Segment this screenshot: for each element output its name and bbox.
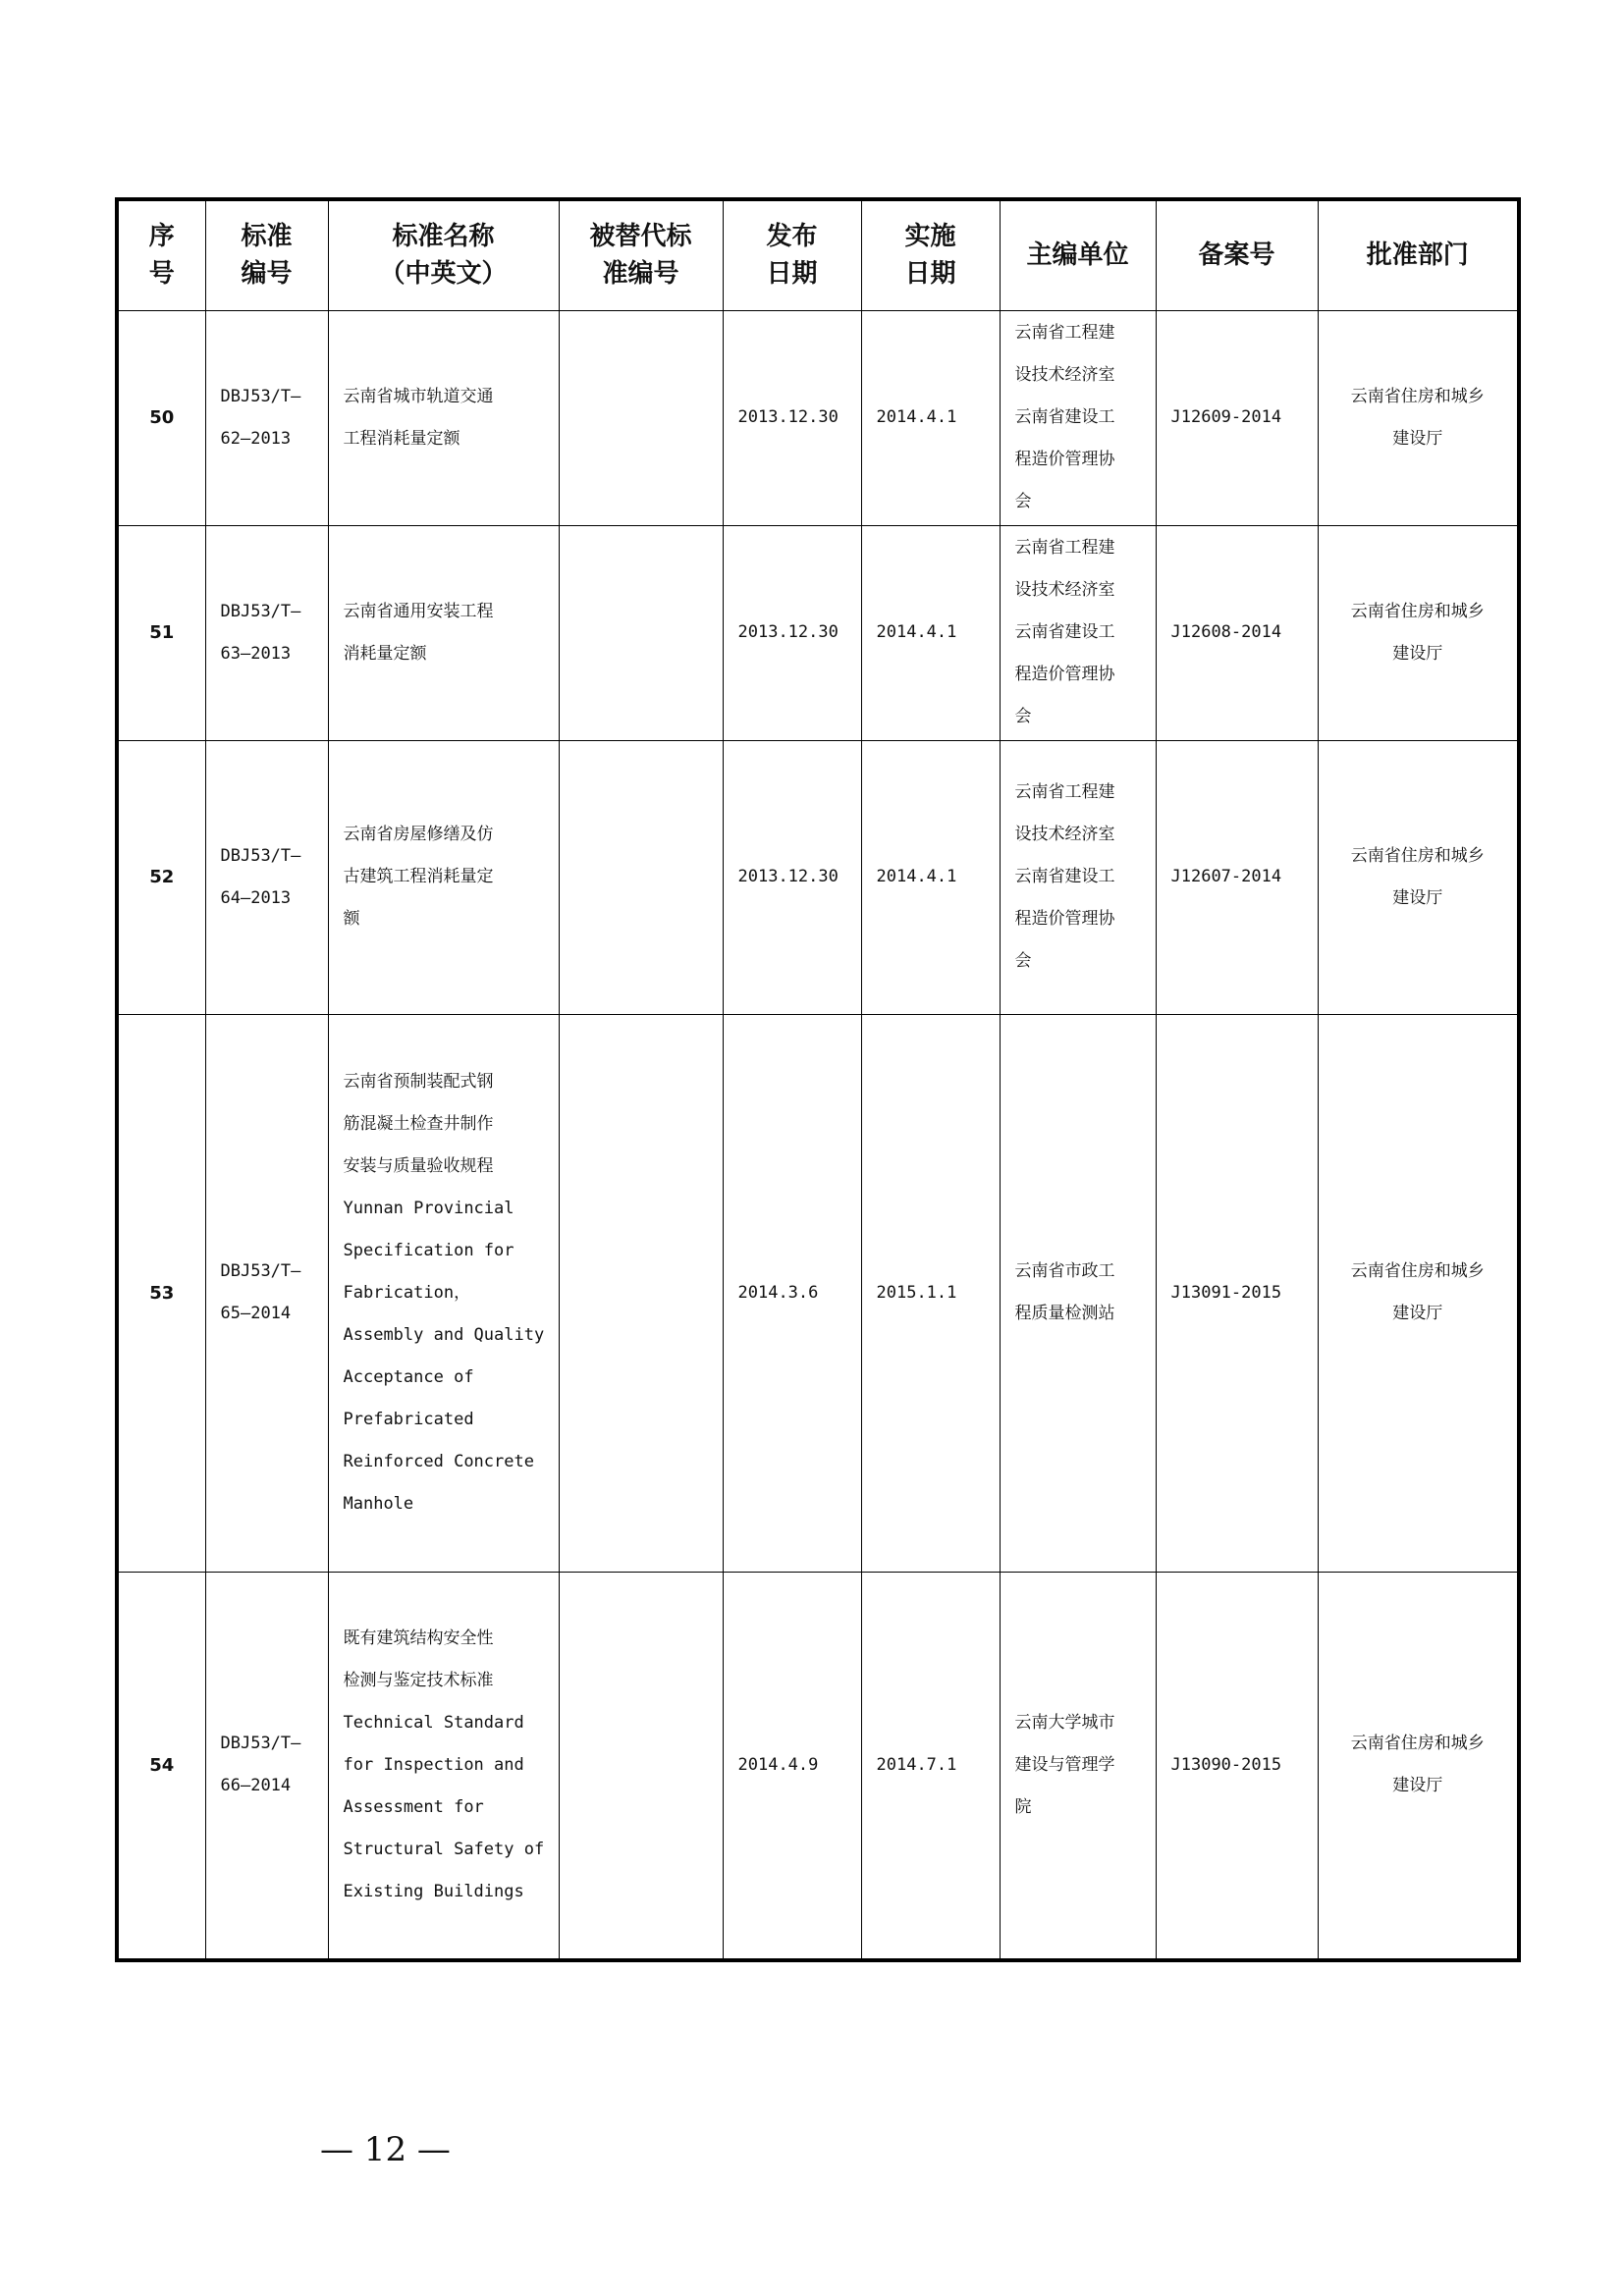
standard-code-cell: DBJ53/T— 63—2013 bbox=[205, 525, 328, 740]
approver-cell: 云南省住房和城乡 建设厅 bbox=[1318, 525, 1519, 740]
standard-name-cell: 既有建筑结构安全性 检测与鉴定技术标准 Technical Standard for Inspection and Assessment for Structural Safety of Existing Buildings bbox=[328, 1572, 559, 1960]
publish-date-cell: 2013.12.30 bbox=[723, 310, 861, 525]
record-number-cell: J12609-2014 bbox=[1156, 310, 1318, 525]
standard-code-cell: DBJ53/T— 62—2013 bbox=[205, 310, 328, 525]
approver-cell: 云南省住房和城乡 建设厅 bbox=[1318, 740, 1519, 1014]
record-number-cell: J13091-2015 bbox=[1156, 1014, 1318, 1572]
standard-name-cell: 云南省城市轨道交通 工程消耗量定额 bbox=[328, 310, 559, 525]
record-number-cell: J13090-2015 bbox=[1156, 1572, 1318, 1960]
effective-date-cell: 2015.1.1 bbox=[861, 1014, 1000, 1572]
approver-cell: 云南省住房和城乡 建设厅 bbox=[1318, 1014, 1519, 1572]
row-number-cell: 54 bbox=[117, 1572, 205, 1960]
standard-code-cell: DBJ53/T— 64—2013 bbox=[205, 740, 328, 1014]
effective-date-cell: 2014.4.1 bbox=[861, 740, 1000, 1014]
editor-unit-cell: 云南省工程建 设技术经济室 云南省建设工 程造价管理协 会 bbox=[1000, 310, 1156, 525]
editor-unit-cell: 云南大学城市 建设与管理学 院 bbox=[1000, 1572, 1156, 1960]
standard-name-cell: 云南省预制装配式钢 筋混凝土检查井制作 安装与质量验收规程 Yunnan Provincial Specification for Fabrication， Assembly and Quality Acceptance of Prefabricated Reinforced Concrete Manhole bbox=[328, 1014, 559, 1572]
approver-cell: 云南省住房和城乡 建设厅 bbox=[1318, 1572, 1519, 1960]
replaced-code-cell bbox=[559, 310, 723, 525]
effective-date-cell: 2014.7.1 bbox=[861, 1572, 1000, 1960]
replaced-code-cell bbox=[559, 525, 723, 740]
effective-date-cell: 2014.4.1 bbox=[861, 310, 1000, 525]
header-name: 标准名称 （中英文） bbox=[328, 199, 559, 310]
editor-unit-cell: 云南省市政工 程质量检测站 bbox=[1000, 1014, 1156, 1572]
approver-cell: 云南省住房和城乡 建设厅 bbox=[1318, 310, 1519, 525]
header-editor: 主编单位 bbox=[1000, 199, 1156, 310]
replaced-code-cell bbox=[559, 1572, 723, 1960]
record-number-cell: J12607-2014 bbox=[1156, 740, 1318, 1014]
table-row bbox=[117, 310, 1519, 525]
record-number-cell: J12608-2014 bbox=[1156, 525, 1318, 740]
header-code: 标准 编号 bbox=[205, 199, 328, 310]
row-number-cell: 50 bbox=[117, 310, 205, 525]
page-number: — 12 — bbox=[320, 2130, 451, 2169]
row-number-cell: 51 bbox=[117, 525, 205, 740]
table-row bbox=[117, 1572, 1519, 1960]
editor-unit-cell: 云南省工程建 设技术经济室 云南省建设工 程造价管理协 会 bbox=[1000, 525, 1156, 740]
replaced-code-cell bbox=[559, 740, 723, 1014]
standard-name-cell: 云南省通用安装工程 消耗量定额 bbox=[328, 525, 559, 740]
header-replaced: 被替代标 准编号 bbox=[559, 199, 723, 310]
header-effective: 实施 日期 bbox=[861, 199, 1000, 310]
standards-table bbox=[115, 197, 1521, 1962]
header-record-no: 备案号 bbox=[1156, 199, 1318, 310]
editor-unit-cell: 云南省工程建 设技术经济室 云南省建设工 程造价管理协 会 bbox=[1000, 740, 1156, 1014]
effective-date-cell: 2014.4.1 bbox=[861, 525, 1000, 740]
publish-date-cell: 2014.4.9 bbox=[723, 1572, 861, 1960]
table-header-row bbox=[117, 199, 1519, 310]
publish-date-cell: 2013.12.30 bbox=[723, 740, 861, 1014]
replaced-code-cell bbox=[559, 1014, 723, 1572]
table-row bbox=[117, 1014, 1519, 1572]
standard-code-cell: DBJ53/T— 66—2014 bbox=[205, 1572, 328, 1960]
table-row bbox=[117, 740, 1519, 1014]
header-published: 发布 日期 bbox=[723, 199, 861, 310]
publish-date-cell: 2014.3.6 bbox=[723, 1014, 861, 1572]
row-number-cell: 53 bbox=[117, 1014, 205, 1572]
standard-code-cell: DBJ53/T— 65—2014 bbox=[205, 1014, 328, 1572]
header-no: 序 号 bbox=[117, 199, 205, 310]
standard-name-cell: 云南省房屋修缮及仿 古建筑工程消耗量定 额 bbox=[328, 740, 559, 1014]
publish-date-cell: 2013.12.30 bbox=[723, 525, 861, 740]
row-number-cell: 52 bbox=[117, 740, 205, 1014]
table-row bbox=[117, 525, 1519, 740]
header-approver: 批准部门 bbox=[1318, 199, 1519, 310]
